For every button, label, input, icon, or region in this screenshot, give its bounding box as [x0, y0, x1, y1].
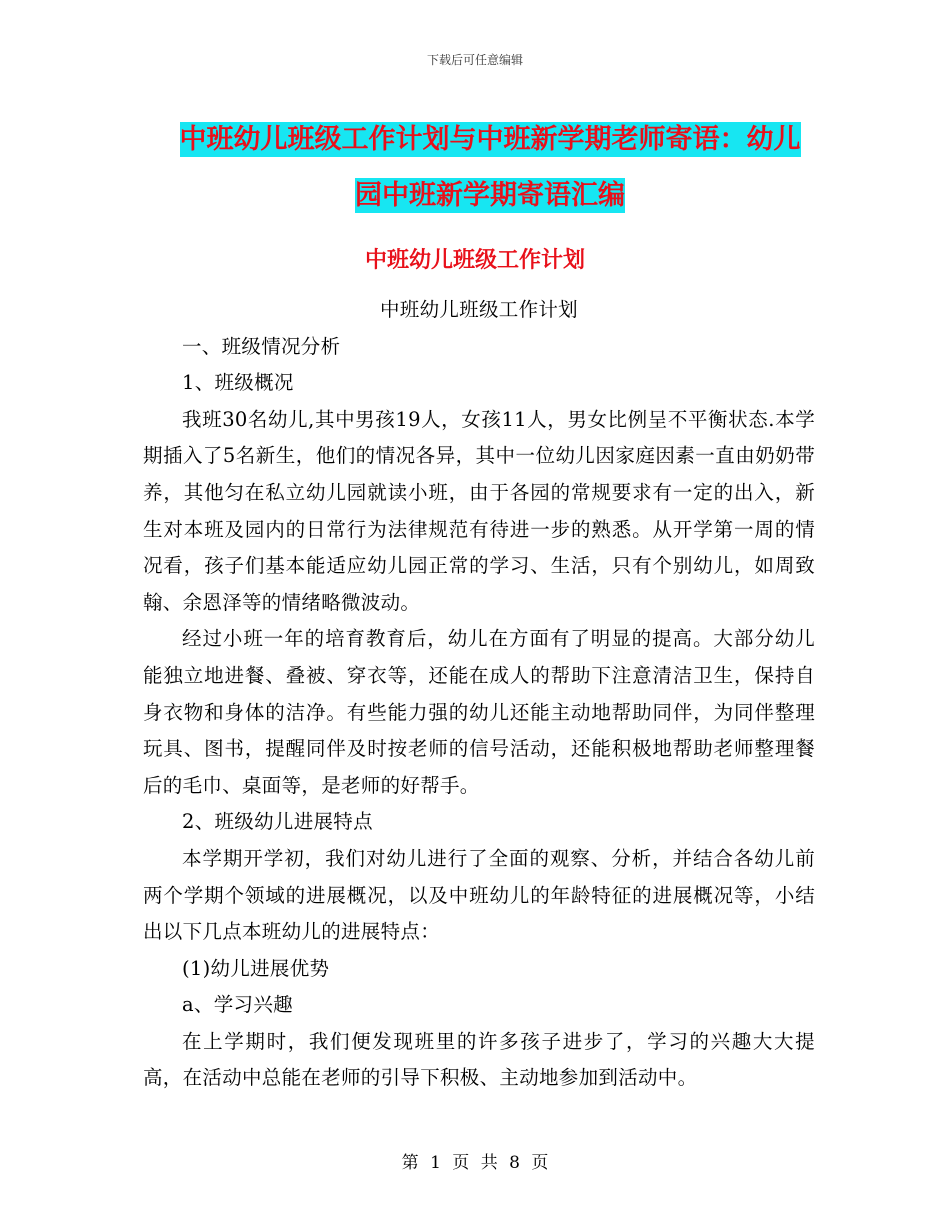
plan-heading: 中班幼儿班级工作计划 [379, 298, 578, 321]
paragraph-development-features: 本学期开学初，我们对幼儿进行了全面的观察、分析，并结合各幼儿前两个学期个领域的进展概况，以及中班幼儿的年龄特征的进展概况等，小结出以下几点本班幼儿的进展特点： [143, 846, 815, 944]
paragraph-learning-interest: 在上学期时，我们便发现班里的许多孩子进步了，学习的兴趣大大提高，在活动中总能在老师的引导下积极、主动地参加到活动中。 [143, 1029, 815, 1090]
document-body [143, 292, 815, 1097]
page-header-note: 下载后可任意编辑 [426, 53, 523, 67]
paragraph-class-overview: 我班30名幼儿,其中男孩19人，女孩11人，男女比例呈不平衡状态.本学期插入了5名新生，他们的情况各异，其中一位幼儿因家庭因素一直由奶奶带养，其他匀在私立幼儿园就读小班，由于各园的常规要求有一定的出入，新生对本班及园内的日常行为法律规范有待进一步的熟悉。从开学第一周的情况看，孩子们基本能适应幼儿园正常的学习、生活，只有个别幼儿，如周致翰、余恩泽等的情绪略微波动。 [143, 407, 815, 614]
heading-class-analysis: 一、班级情况分析 [182, 334, 341, 358]
heading-development-features: 2、班级幼儿进展特点 [182, 810, 373, 834]
page-number-footer: 第 1 页 共 8 页 [401, 1153, 549, 1173]
title-line-1: 中班幼儿班级工作计划与中班新学期老师寄语：幼儿 [179, 124, 801, 155]
paragraph-small-class-results: 经过小班一年的培育教育后，幼儿在方面有了明显的提高。大部分幼儿能独立地进餐、叠被、穿衣等，还能在成人的帮助下注意清洁卫生，保持自身衣物和身体的洁净。有些能力强的幼儿还能主动地帮助同伴，为同伴整理玩具、图书，提醒同伴及时按老师的信号活动，还能积极地帮助老师整理餐后的毛巾、桌面等，是老师的好帮手。 [143, 627, 815, 797]
document-title [150, 112, 830, 224]
heading-class-overview: 1、班级概况 [182, 371, 294, 395]
section-title: 中班幼儿班级工作计划 [364, 248, 585, 273]
heading-learning-interest: a、学习兴趣 [182, 993, 293, 1017]
heading-development-advantages: (1)幼儿进展优势 [182, 956, 330, 980]
title-line-2: 园中班新学期寄语汇编 [355, 180, 625, 211]
